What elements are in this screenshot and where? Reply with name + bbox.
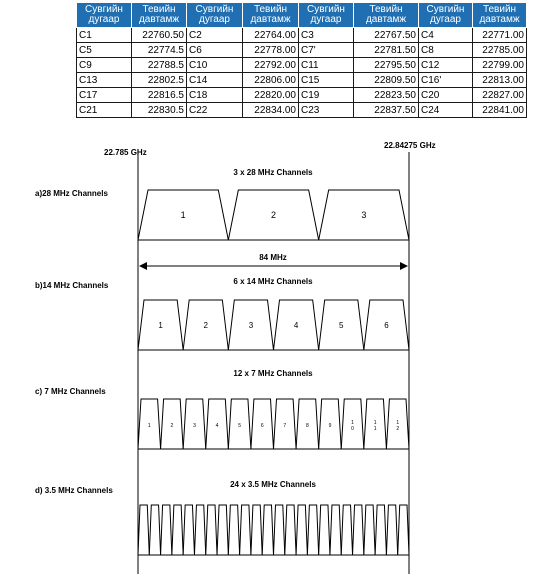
channel-id-cell: C12 xyxy=(419,58,473,73)
channel-trapezoid xyxy=(307,505,318,555)
center-frequency-cell: 22834.00 xyxy=(243,103,299,118)
center-frequency-cell: 22781.50 xyxy=(354,43,419,58)
channel-trapezoid xyxy=(206,505,217,555)
channel-number: 5 xyxy=(238,423,242,429)
center-frequency-cell: 22813.00 xyxy=(473,73,527,88)
center-frequency-cell: 22802.5 xyxy=(132,73,187,88)
section-b xyxy=(35,277,409,350)
channel-number: 3 xyxy=(361,210,367,220)
channel-id-cell: C7' xyxy=(299,43,354,58)
center-frequency-cell: 22830.5 xyxy=(132,103,187,118)
center-frequency-cell: 22760.50 xyxy=(132,28,187,43)
table-header-cell: Сувгийн дугаар xyxy=(187,3,243,28)
center-frequency-cell: 22795.50 xyxy=(354,58,419,73)
channel-id-cell: C11 xyxy=(299,58,354,73)
channel-number: 9 xyxy=(328,423,332,429)
channel-number: 7 xyxy=(283,423,287,429)
channel-trapezoid xyxy=(217,505,228,555)
center-frequency-cell: 22816.5 xyxy=(132,88,187,103)
section-d xyxy=(35,480,409,555)
channel-number: 4 xyxy=(293,321,299,330)
table-header-cell: Сувгийн дугаар xyxy=(419,3,473,28)
channel-number: 2 xyxy=(170,423,174,429)
channel-number: 1 xyxy=(180,210,186,220)
channel-id-cell: C2 xyxy=(187,28,243,43)
channel-id-cell: C4 xyxy=(419,28,473,43)
center-frequency-cell: 22771.00 xyxy=(473,28,527,43)
channel-trapezoid xyxy=(364,505,375,555)
channel-trapezoid xyxy=(194,505,205,555)
channel-number: 1 xyxy=(147,423,151,429)
section-c xyxy=(35,369,409,449)
channel-id-cell: C18 xyxy=(187,88,243,103)
section-label: d) 3.5 MHz Channels xyxy=(35,486,113,495)
channel-number: 8 xyxy=(305,423,309,429)
center-frequency-cell: 22788.5 xyxy=(132,58,187,73)
channel-id-cell: C9 xyxy=(77,58,132,73)
center-frequency-cell: 22841.00 xyxy=(473,103,527,118)
frequency-right-label: 22.84275 GHz xyxy=(384,141,436,150)
channel-number: 6 xyxy=(260,423,264,429)
section-label: c) 7 MHz Channels xyxy=(35,387,106,396)
channel-trapezoid xyxy=(262,505,273,555)
table-header-cell: Сувгийн дугаар xyxy=(299,3,354,28)
center-frequency-cell: 22764.00 xyxy=(243,28,299,43)
table-header-cell: Тевийн давтамж xyxy=(354,3,419,28)
channel-trapezoid xyxy=(228,505,239,555)
channel-id-cell: C17 xyxy=(77,88,132,103)
center-frequency-cell: 22806.00 xyxy=(243,73,299,88)
section-a xyxy=(35,168,409,240)
section-title: 24 x 3.5 MHz Channels xyxy=(230,480,316,489)
channel-number: 2 xyxy=(203,321,208,330)
channel-number: 5 xyxy=(339,321,344,330)
channel-id-cell: C10 xyxy=(187,58,243,73)
channel-trapezoid xyxy=(274,505,285,555)
channel-number: 2 xyxy=(270,210,277,220)
center-frequency-cell: 22799.00 xyxy=(473,58,527,73)
channel-id-cell: C14 xyxy=(187,73,243,88)
channel-number: 1 xyxy=(158,321,163,330)
center-frequency-cell: 22785.00 xyxy=(473,43,527,58)
channel-number: 1 0 xyxy=(351,420,354,432)
center-frequency-cell: 22767.50 xyxy=(354,28,419,43)
center-frequency-cell: 22809.50 xyxy=(354,73,419,88)
channel-id-cell: C24 xyxy=(419,103,473,118)
channel-id-cell: C8 xyxy=(419,43,473,58)
section-title: 12 x 7 MHz Channels xyxy=(233,369,313,378)
channel-trapezoid xyxy=(341,505,352,555)
frequency-left-label: 22.785 GHz xyxy=(104,148,147,157)
section-title: 3 x 28 MHz Channels xyxy=(233,168,313,177)
channel-id-cell: C16' xyxy=(419,73,473,88)
center-frequency-cell: 22774.5 xyxy=(132,43,187,58)
channel-sections xyxy=(35,168,409,555)
channel-trapezoid xyxy=(296,505,307,555)
channel-number: 1 1 xyxy=(373,420,377,432)
table-header-cell: Сувгийн дугаар xyxy=(77,3,132,28)
center-frequency-cell: 22827.00 xyxy=(473,88,527,103)
channel-id-cell: C5 xyxy=(77,43,132,58)
channel-trapezoid xyxy=(285,505,296,555)
channel-number: 6 xyxy=(384,321,389,330)
channel-number: 3 xyxy=(193,423,196,429)
channel-id-cell: C3 xyxy=(299,28,354,43)
table-header-cell: Тевийн давтамж xyxy=(473,3,527,28)
section-label: b)14 MHz Channels xyxy=(35,281,109,290)
channel-id-cell: C21 xyxy=(77,103,132,118)
section-title: 6 x 14 MHz Channels xyxy=(233,277,313,286)
channel-trapezoid xyxy=(330,505,341,555)
channel-trapezoid xyxy=(183,505,194,555)
channel-id-cell: C20 xyxy=(419,88,473,103)
channel-trapezoid xyxy=(386,505,397,555)
table-header-cell: Тевийн давтамж xyxy=(243,3,299,28)
channel-trapezoid xyxy=(375,505,386,555)
center-frequency-cell: 22823.50 xyxy=(354,88,419,103)
channel-trapezoid xyxy=(172,505,183,555)
channel-trapezoid xyxy=(240,505,251,555)
channel-trapezoid xyxy=(138,505,149,555)
channel-number: 1 2 xyxy=(396,420,400,432)
channel-id-cell: C23 xyxy=(299,103,354,118)
bandwidth-label: 84 MHz xyxy=(259,253,287,262)
channel-id-cell: C22 xyxy=(187,103,243,118)
channel-id-cell: C6 xyxy=(187,43,243,58)
channel-id-cell: C13 xyxy=(77,73,132,88)
center-frequency-cell: 22820.00 xyxy=(243,88,299,103)
channel-trapezoid xyxy=(319,505,330,555)
center-frequency-cell: 22837.50 xyxy=(354,103,419,118)
channel-trapezoid xyxy=(398,505,409,555)
table-header-cell: Тевийн давтамж xyxy=(132,3,187,28)
channel-trapezoid xyxy=(353,505,364,555)
channel-trapezoid xyxy=(161,505,172,555)
channel-trapezoid xyxy=(149,505,160,555)
center-frequency-cell: 22778.00 xyxy=(243,43,299,58)
channel-trapezoid xyxy=(251,505,262,555)
channel-number: 4 xyxy=(215,423,219,429)
channel-number: 3 xyxy=(248,321,254,330)
center-frequency-cell: 22792.00 xyxy=(243,58,299,73)
channel-id-cell: C19 xyxy=(299,88,354,103)
section-label: a)28 MHz Channels xyxy=(35,189,108,198)
channel-id-cell: C1 xyxy=(77,28,132,43)
channel-id-cell: C15 xyxy=(299,73,354,88)
